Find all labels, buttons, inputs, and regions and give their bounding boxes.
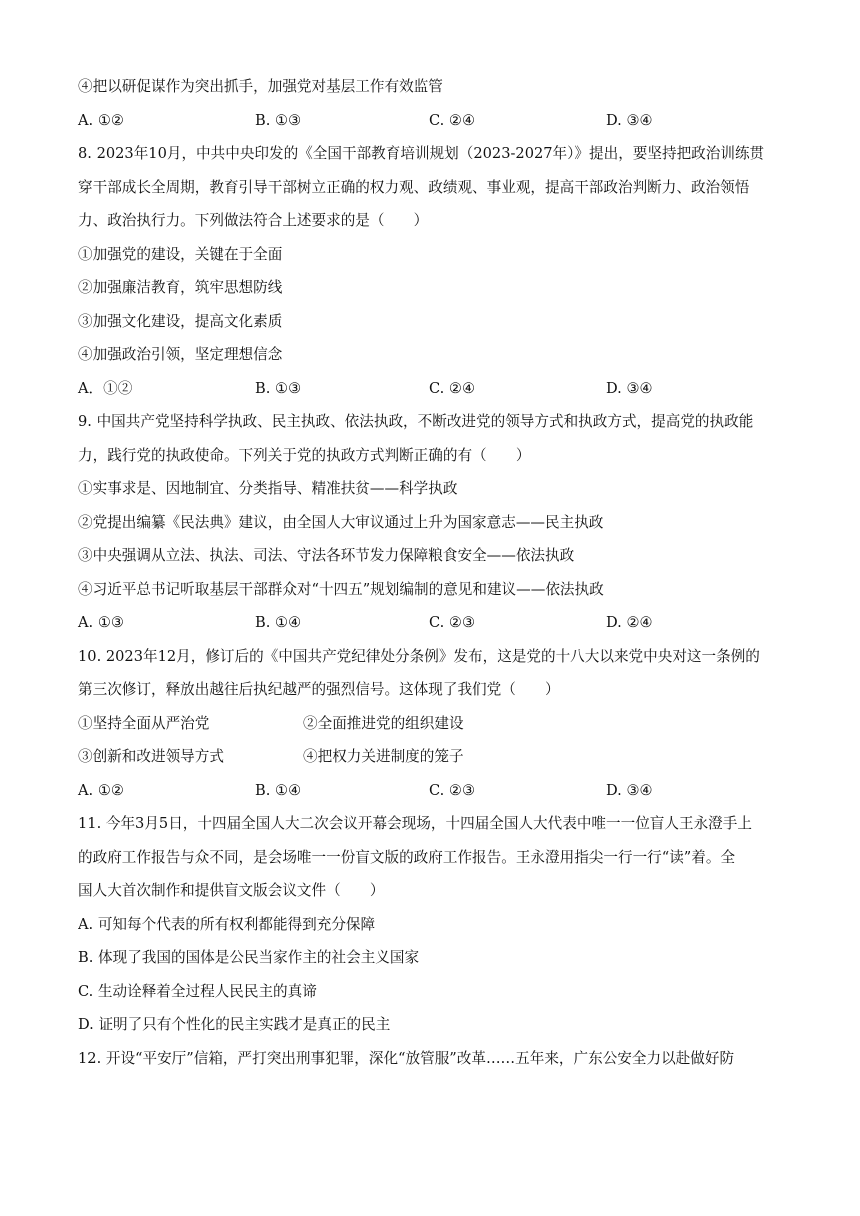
q10-item-2: ②全面推进党的组织建设	[303, 714, 464, 732]
q10-item-1: ①坚持全面从严治党	[78, 714, 210, 732]
q12-stem-line-1: 12. 开设“平安厅”信箱，严打突出刑事犯罪，深化“放管服”改革……五年来，广东公安全力以赴做好防	[78, 1049, 735, 1067]
q8-option-d[interactable]: D. ③④	[606, 379, 653, 397]
q9-option-c[interactable]: C. ②③	[429, 614, 476, 631]
q8-option-a[interactable]: A．①②	[78, 379, 133, 397]
q10-stem-line-2: 第三次修订，释放出越往后执纪越严的强烈信号。这体现了我们党（ ）	[78, 681, 560, 698]
q10-item-4: ④把权力关进制度的笼子	[303, 748, 464, 765]
q8-option-b[interactable]: B. ①③	[255, 379, 302, 397]
q11-stem-line-2: 的政府工作报告与众不同，是会场唯一一份盲文版的政府工作报告。王永澄用指尖一行一行“读”着。全	[78, 848, 736, 866]
q8-item-1: ①加强党的建设，关键在于全面	[78, 245, 283, 263]
q10-items-row-2	[78, 740, 790, 774]
q7-option-a[interactable]: A. ①②	[78, 111, 124, 129]
q11-choice-b[interactable]: B. 体现了我国的国体是公民当家作主的社会主义国家	[78, 949, 420, 966]
q10-options	[78, 774, 790, 808]
q11-stem-line-3: 国人大首次制作和提供盲文版会议文件（ ）	[78, 882, 385, 899]
q8-item-4: ④加强政治引领，坚定理想信念	[78, 346, 283, 363]
q8-stem-line-3: 力、政治执行力。下列做法符合上述要求的是（ ）	[78, 212, 429, 229]
q9-item-2: ②党提出编纂《民法典》建议，由全国人大审议通过上升为国家意志——民主执政	[78, 513, 604, 531]
q7-item-4: ④把以研促谋作为突出抓手，加强党对基层工作有效监管	[78, 78, 443, 95]
q9-option-a[interactable]: A. ①③	[78, 614, 124, 631]
q10-option-d[interactable]: D. ③④	[606, 781, 653, 799]
q10-stem-line-1: 10. 2023年12月，修订后的《中国共产党纪律处分条例》发布，这是党的十八大以来党中央对这一条例的	[78, 647, 760, 665]
q9-item-4: ④习近平总书记听取基层干部群众对“十四五”规划编制的意见和建议——依法执政	[78, 580, 604, 598]
q10-option-a[interactable]: A. ①②	[78, 781, 124, 799]
q10-option-c[interactable]: C. ②③	[429, 781, 476, 799]
q7-options	[78, 104, 790, 138]
q7-option-c[interactable]: C. ②④	[429, 111, 476, 129]
q8-stem-line-1: 8. 2023年10月，中共中央印发的《全国干部教育培训规划（2023-2027年）》提出，要坚持把政治训练贯	[78, 145, 765, 162]
q9-item-1: ①实事求是、因地制宜、分类指导、精准扶贫——科学执政	[78, 480, 458, 497]
q9-item-3: ③中央强调从立法、执法、司法、守法各环节发力保障粮食安全——依法执政	[78, 547, 575, 564]
q8-stem-line-2: 穿干部成长全周期，教育引导干部树立正确的权力观、政绩观、事业观，提高干部政治判断力、政治领悟	[78, 178, 750, 196]
q10-option-b[interactable]: B. ①④	[255, 781, 302, 799]
q9-stem-line-1: 9. 中国共产党坚持科学执政、民主执政、依法执政，不断改进党的领导方式和执政方式，提高党的执政能	[78, 413, 754, 430]
q11-choice-a[interactable]: A. 可知每个代表的所有权利都能得到充分保障	[78, 915, 376, 933]
exam-page	[78, 70, 790, 1075]
q7-option-d[interactable]: D. ③④	[606, 111, 653, 129]
q11-choice-d[interactable]: D. 证明了只有个性化的民主实践才是真正的民主	[78, 1016, 391, 1033]
q8-item-2: ②加强廉洁教育，筑牢思想防线	[78, 279, 283, 296]
q9-options	[78, 606, 790, 640]
q9-stem-line-2: 力，践行党的执政使命。下列关于党的执政方式判断正确的有（ ）	[78, 446, 531, 464]
q11-stem-line-1: 11. 今年3月5日，十四届全国人大二次会议开幕会现场，十四届全国人大代表中唯一一位盲人王永澄手上	[78, 815, 752, 832]
q9-option-d[interactable]: D. ②④	[606, 614, 653, 631]
q10-items-row-1	[78, 707, 790, 741]
q9-option-b[interactable]: B. ①④	[255, 614, 302, 631]
q8-option-c[interactable]: C. ②④	[429, 379, 476, 397]
q10-item-3: ③创新和改进领导方式	[78, 748, 224, 765]
q7-option-b[interactable]: B. ①③	[255, 111, 302, 129]
q8-options	[78, 372, 790, 406]
q8-item-3: ③加强文化建设，提高文化素质	[78, 312, 283, 330]
q11-choice-c[interactable]: C. 生动诠释着全过程人民民主的真谛	[78, 982, 317, 1000]
